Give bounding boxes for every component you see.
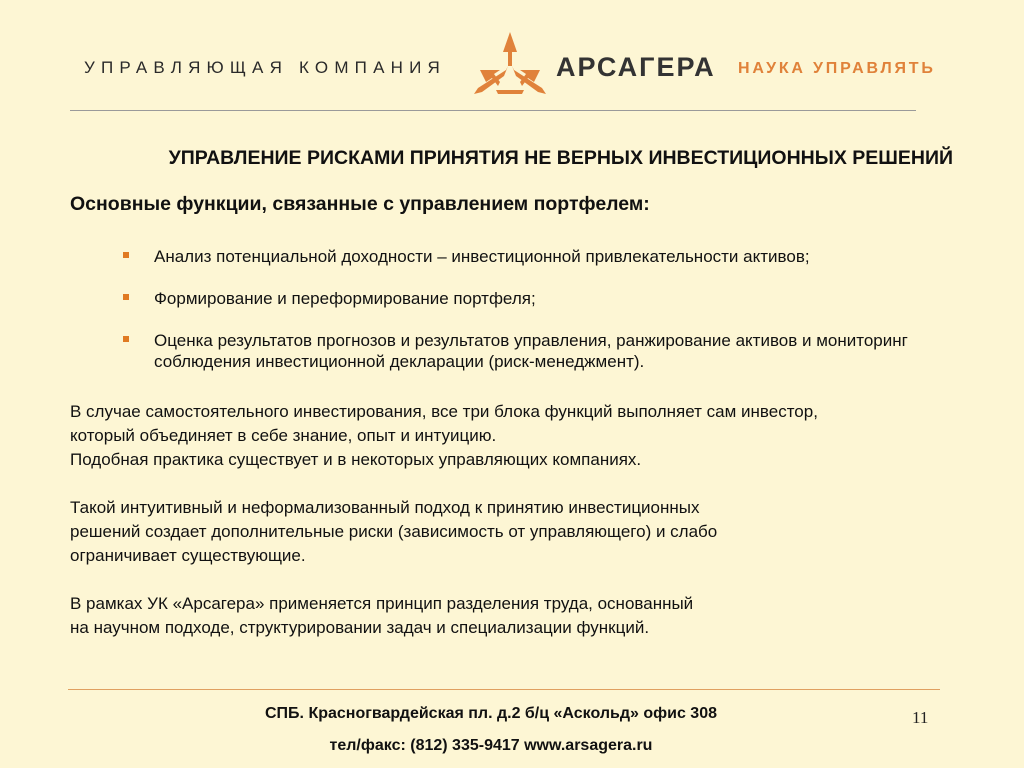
paragraph-line: В рамках УК «Арсагера» применяется принцип разделения труда, основанный bbox=[70, 594, 694, 613]
paragraph-line: Такой интуитивный и неформализованный подход к принятию инвестиционных bbox=[70, 498, 700, 517]
list-item-text: Оценка результатов прогнозов и результатов управления, ранжирование активов и мониторинг соблюдения инвестиционной декларации (риск-менеджмент). bbox=[154, 331, 908, 371]
footer-divider bbox=[68, 689, 940, 690]
header-divider bbox=[70, 110, 916, 111]
paragraph-line: В случае самостоятельного инвестирования, все три блока функций выполняет сам инвестор, bbox=[70, 402, 818, 421]
bullet-square-icon bbox=[123, 336, 129, 342]
body-text bbox=[70, 400, 970, 664]
paragraph-line: ограничивает существующие. bbox=[70, 546, 306, 565]
slide-title: УПРАВЛЕНИЕ РИСКАМИ ПРИНЯТИЯ НЕ ВЕРНЫХ ИНВЕСТИЦИОННЫХ РЕШЕНИЙ bbox=[168, 147, 953, 169]
list-item bbox=[120, 288, 950, 309]
paragraph bbox=[70, 592, 970, 640]
list-item bbox=[120, 330, 950, 372]
footer-address: СПБ. Красногвардейская пл. д.2 б/ц «Аскольд» офис 308 bbox=[265, 705, 717, 722]
paragraph bbox=[70, 496, 970, 568]
function-list bbox=[120, 246, 950, 393]
brand-slogan: НАУКА УПРАВЛЯТЬ bbox=[738, 60, 936, 77]
paragraph-line: на научном подходе, структурировании задач и специализации функций. bbox=[70, 618, 650, 637]
footer-contacts: тел/факс: (812) 335-9417 www.arsagera.ru bbox=[329, 737, 653, 754]
paragraph bbox=[70, 400, 970, 472]
list-item bbox=[120, 246, 950, 267]
company-label: УПРАВЛЯЮЩАЯ КОМПАНИЯ bbox=[84, 58, 447, 77]
list-item-text: Анализ потенциальной доходности – инвестиционной привлекательности активов; bbox=[154, 247, 810, 266]
list-item-text: Формирование и переформирование портфеля; bbox=[154, 289, 536, 308]
bullet-square-icon bbox=[123, 252, 129, 258]
brand-name: АРСАГЕРА bbox=[556, 52, 716, 82]
slide-header bbox=[0, 0, 1024, 110]
paragraph-line: решений создает дополнительные риски (зависимость от управляющего) и слабо bbox=[70, 522, 718, 541]
page-number: 11 bbox=[912, 708, 929, 727]
bullet-square-icon bbox=[123, 294, 129, 300]
paragraph-line: Подобная практика существует и в некоторых управляющих компаниях. bbox=[70, 450, 642, 469]
slide-subtitle: Основные функции, связанные с управлением портфелем: bbox=[70, 193, 650, 215]
arsagera-logo-icon bbox=[472, 30, 548, 96]
paragraph-line: который объединяет в себе знание, опыт и интуицию. bbox=[70, 426, 497, 445]
